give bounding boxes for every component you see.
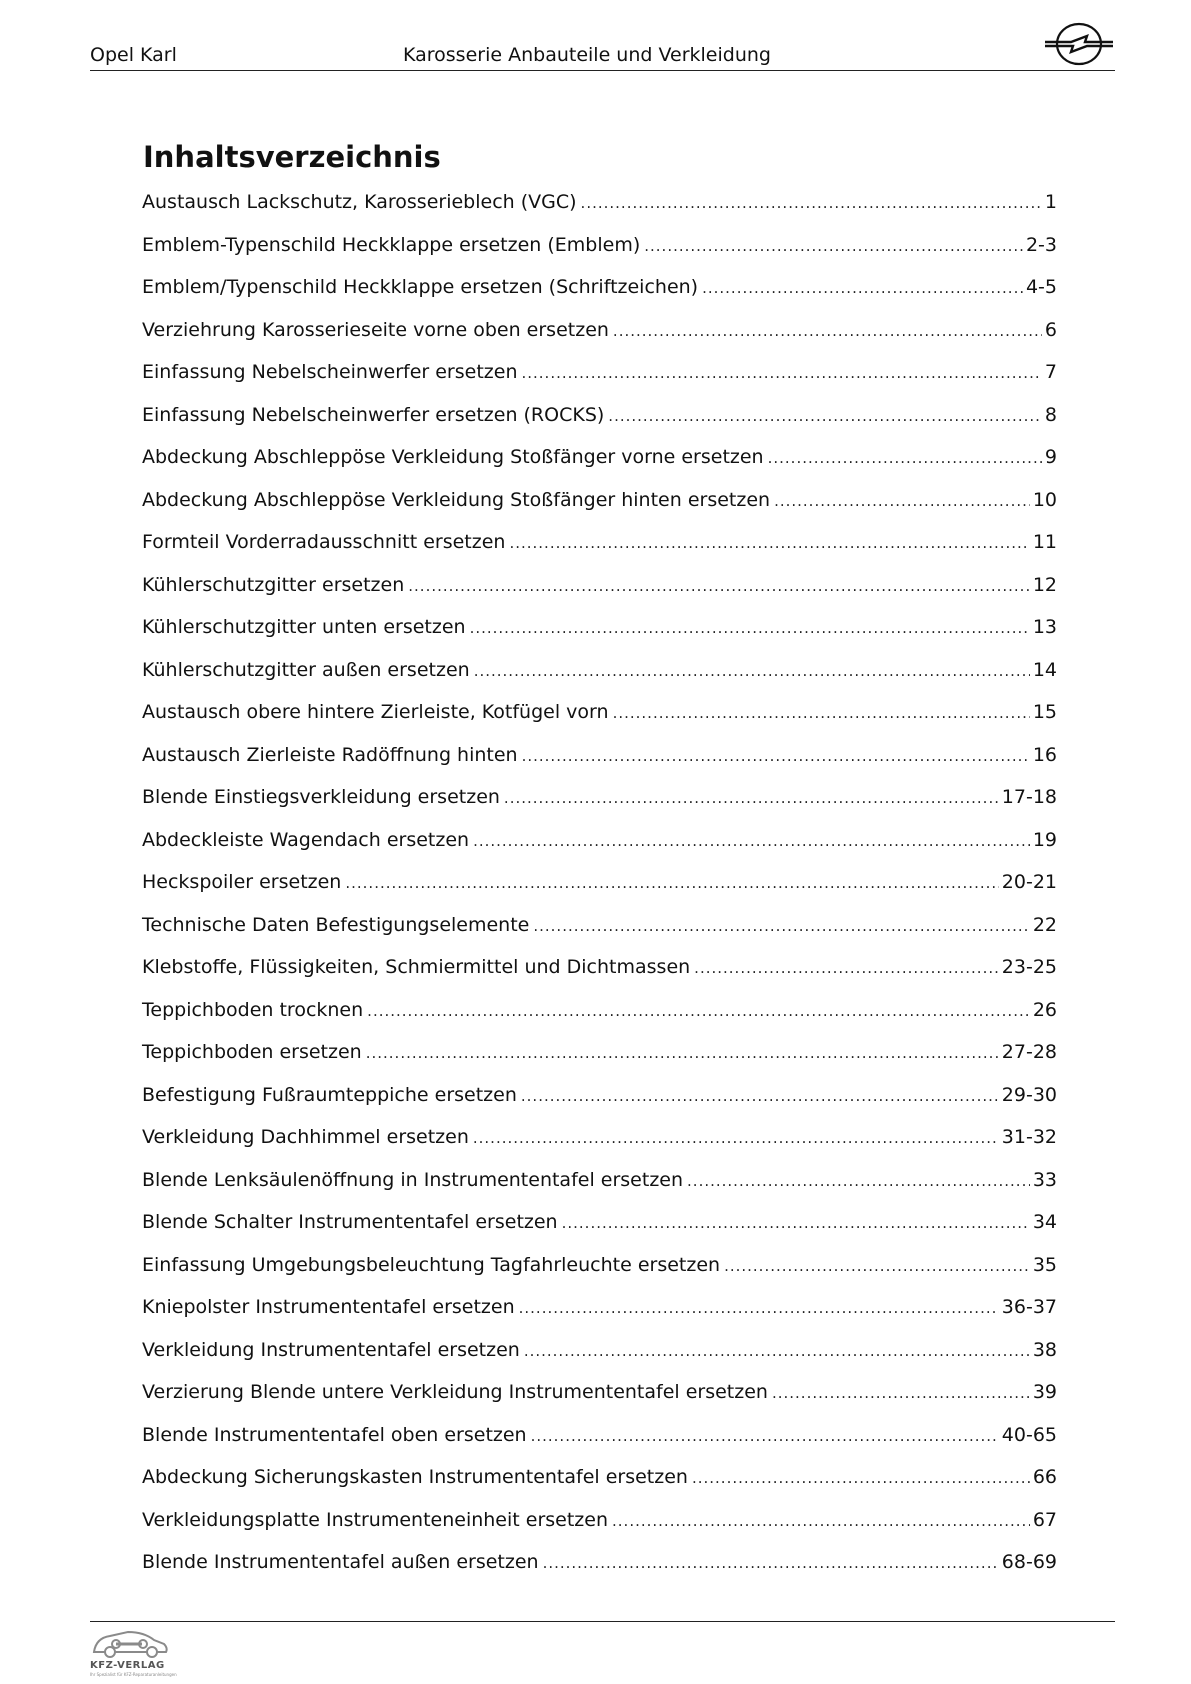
toc-leader-dots [345,874,998,892]
toc-leader-dots [687,1172,1030,1190]
toc-leader-dots [613,704,1030,722]
toc-leader-dots [608,407,1042,425]
toc-entry-label: Formteil Vorderradausschnitt ersetzen [142,531,506,553]
toc-entry[interactable] [142,446,1057,489]
toc-entry[interactable] [142,914,1057,957]
toc-entry-page: 6 [1044,318,1057,341]
toc-entry-label: Einfassung Nebelscheinwerfer ersetzen [142,361,518,383]
toc-leader-dots [581,194,1042,212]
toc-entry[interactable] [142,786,1057,829]
opel-blitz-icon [1043,20,1115,68]
toc-entry[interactable] [142,276,1057,319]
toc-entry-label: Einfassung Umgebungsbeleuchtung Tagfahrleuchte ersetzen [142,1253,721,1276]
toc-entry-page: 2-3 [1025,233,1057,256]
toc-entry[interactable] [142,191,1057,234]
toc-entry-page: 67 [1032,1508,1057,1531]
toc-entry-label: Teppichboden ersetzen [142,1041,362,1063]
toc-entry-label: Kühlerschutzgitter ersetzen [142,573,405,596]
toc-entry-page: 29-30 [1001,1083,1057,1106]
toc-entry-label: Austausch obere hintere Zierleiste, Kotfügel vorn [142,701,609,723]
toc-entry-page: 4-5 [1025,276,1057,298]
toc-entry-page: 7 [1044,361,1057,383]
toc-leader-dots [533,917,1029,935]
toc-entry-page: 17-18 [1001,786,1057,808]
toc-entry-label: Einfassung Nebelscheinwerfer ersetzen (ROCKS) [142,403,605,426]
toc-entry-label: Teppichboden trocknen [142,998,364,1021]
toc-entry-label: Austausch Zierleiste Radöffnung hinten [142,743,518,766]
toc-entry-page: 1 [1044,191,1057,213]
toc-leader-dots [473,832,1030,850]
toc-entry-page: 38 [1032,1338,1057,1361]
toc-entry[interactable] [142,1169,1057,1212]
toc-entry-label: Technische Daten Befestigungselemente [142,913,530,936]
toc-entry-label: Kühlerschutzgitter unten ersetzen [142,616,466,638]
toc-entry[interactable] [142,361,1057,404]
toc-entry-label: Verkleidung Dachhimmel ersetzen [142,1126,469,1148]
toc-entry[interactable] [142,701,1057,744]
toc-entry[interactable] [142,1084,1057,1127]
toc-entry-label: Verziehrung Karosserieseite vorne oben ersetzen [142,318,609,341]
toc-entry[interactable] [142,871,1057,914]
toc-entry-page: 20-21 [1001,871,1057,893]
toc-entry-label: Blende Lenksäulenöffnung in Instrumententafel ersetzen [142,1168,684,1191]
toc-leader-dots [367,1002,1030,1020]
page-header [90,38,1115,71]
toc-entry-label: Emblem-Typenschild Heckklappe ersetzen (Emblem) [142,233,641,256]
toc-entry-page: 33 [1032,1168,1057,1191]
toc-entry[interactable] [142,1296,1057,1339]
toc-entry[interactable] [142,1466,1057,1509]
toc-leader-dots [522,747,1030,765]
toc-leader-dots [504,789,999,807]
toc-entry-label: Verzierung Blende untere Verkleidung Instrumententafel ersetzen [142,1381,768,1403]
toc-leader-dots [644,237,1023,255]
toc-entry[interactable] [142,1041,1057,1084]
toc-entry[interactable] [142,999,1057,1042]
toc-leader-dots [702,279,1023,297]
toc-leader-dots [366,1044,999,1062]
toc-leader-dots [521,364,1041,382]
toc-entry-page: 22 [1032,913,1057,936]
toc-entry-page: 13 [1032,616,1057,638]
table-of-contents [142,191,1057,1594]
toc-entry-page: 12 [1032,573,1057,596]
toc-entry-label: Abdeckung Abschleppöse Verkleidung Stoßfänger vorne ersetzen [142,446,764,468]
toc-entry-label: Kühlerschutzgitter außen ersetzen [142,658,470,681]
toc-entry-page: 27-28 [1001,1041,1057,1063]
header-chapter: Karosserie Anbauteile und Verkleidung [403,44,771,66]
toc-entry[interactable] [142,829,1057,872]
toc-entry[interactable] [142,1424,1057,1467]
header-vehicle: Opel Karl [90,44,177,66]
toc-leader-dots [408,577,1030,595]
toc-entry[interactable] [142,956,1057,999]
toc-leader-dots [694,959,999,977]
toc-entry-page: 23-25 [1001,956,1057,978]
toc-entry[interactable] [142,531,1057,574]
toc-leader-dots [772,1384,1030,1402]
toc-entry-page: 39 [1032,1381,1057,1403]
toc-entry-page: 36-37 [1001,1296,1057,1318]
toc-entry-page: 40-65 [1001,1423,1057,1446]
toc-leader-dots [524,1342,1030,1360]
toc-leader-dots [692,1469,1030,1487]
toc-entry-label: Verkleidung Instrumententafel ersetzen [142,1338,520,1361]
toc-entry-label: Befestigung Fußraumteppiche ersetzen [142,1083,517,1106]
toc-entry-page: 26 [1032,998,1057,1021]
toc-entry-label: Blende Einstiegsverkleidung ersetzen [142,786,500,808]
toc-leader-dots [521,1087,999,1105]
toc-entry-page: 14 [1032,658,1057,681]
toc-entry[interactable] [142,234,1057,277]
toc-entry-label: Abdeckung Abschleppöse Verkleidung Stoßfänger hinten ersetzen [142,488,771,511]
toc-leader-dots [543,1554,999,1572]
footer-tagline: Ihr Spezialist für KFZ-Reparaturanleitungen [90,1672,177,1677]
toc-leader-dots [519,1299,999,1317]
toc-entry[interactable] [142,404,1057,447]
page-title: Inhaltsverzeichnis [143,140,441,174]
toc-entry-label: Blende Instrumententafel außen ersetzen [142,1551,539,1573]
toc-leader-dots [724,1257,1030,1275]
toc-entry-label: Austausch Lackschutz, Karosserieblech (VGC) [142,191,577,213]
toc-leader-dots [768,449,1042,467]
toc-leader-dots [562,1214,1030,1232]
toc-entry[interactable] [142,1509,1057,1552]
toc-entry-page: 15 [1032,701,1057,723]
toc-leader-dots [531,1427,999,1445]
toc-entry-label: Heckspoiler ersetzen [142,871,342,893]
toc-entry[interactable] [142,616,1057,659]
toc-leader-dots [612,1512,1030,1530]
toc-entry[interactable] [142,574,1057,617]
toc-leader-dots [470,619,1030,637]
toc-entry-label: Blende Schalter Instrumententafel ersetzen [142,1211,558,1233]
toc-entry-label: Emblem/Typenschild Heckklappe ersetzen (Schriftzeichen) [142,276,699,298]
toc-entry[interactable] [142,744,1057,787]
toc-entry-page: 35 [1032,1253,1057,1276]
toc-entry-page: 10 [1032,488,1057,511]
toc-entry[interactable] [142,1211,1057,1254]
toc-leader-dots [509,534,1029,552]
footer-brand: KFZ-VERLAG [90,1660,165,1671]
toc-entry-page: 11 [1032,531,1057,553]
toc-entry-page: 8 [1044,403,1057,426]
toc-entry[interactable] [142,1126,1057,1169]
toc-leader-dots [774,492,1030,510]
toc-entry-page: 66 [1032,1466,1057,1488]
toc-entry[interactable] [142,319,1057,362]
toc-entry-label: Blende Instrumententafel oben ersetzen [142,1423,527,1446]
toc-entry-label: Kniepolster Instrumententafel ersetzen [142,1296,515,1318]
toc-entry[interactable] [142,1551,1057,1594]
toc-entry[interactable] [142,659,1057,702]
toc-entry-page: 9 [1044,446,1057,468]
toc-entry-page: 16 [1032,743,1057,766]
toc-entry[interactable] [142,489,1057,532]
toc-entry-label: Klebstoffe, Flüssigkeiten, Schmiermittel und Dichtmassen [142,956,691,978]
toc-leader-dots [613,322,1042,340]
toc-entry[interactable] [142,1254,1057,1297]
toc-entry-label: Abdeckleiste Wagendach ersetzen [142,828,470,851]
toc-entry-page: 68-69 [1001,1551,1057,1573]
toc-leader-dots [474,662,1030,680]
toc-entry[interactable] [142,1381,1057,1424]
footer-divider [90,1621,1115,1622]
car-wrench-logo-icon [88,1626,172,1660]
footer-logo [88,1626,177,1680]
toc-entry-page: 31-32 [1001,1126,1057,1148]
toc-leader-dots [473,1129,999,1147]
toc-entry-page: 34 [1032,1211,1057,1233]
toc-entry[interactable] [142,1339,1057,1382]
toc-entry-label: Abdeckung Sicherungskasten Instrumententafel ersetzen [142,1466,688,1488]
toc-entry-label: Verkleidungsplatte Instrumenteneinheit ersetzen [142,1508,609,1531]
toc-entry-page: 19 [1032,828,1057,851]
